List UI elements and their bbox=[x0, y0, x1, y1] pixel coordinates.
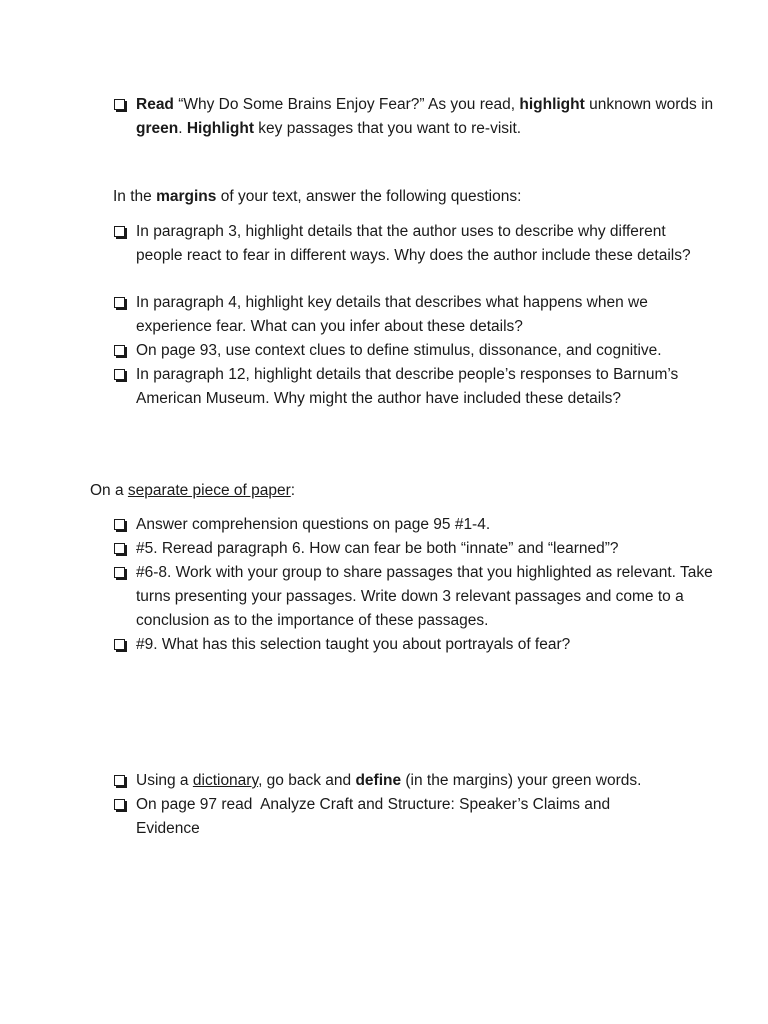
item-text: Using a dictionary, go back and define (in the margins) your green words. bbox=[136, 772, 642, 789]
checkbox-icon[interactable] bbox=[114, 369, 125, 380]
list-item bbox=[113, 633, 716, 657]
item-text: #6-8. Work with your group to share passages that you highlighted as relevant. Take turns presenting your passages. Write down 3 relevant passages and come to a conclusion as to the importance of these passages. bbox=[136, 564, 713, 629]
item-text: Read “Why Do Some Brains Enjoy Fear?” As you read, highlight unknown words in green. Highlight key passages that you want to re-visit. bbox=[136, 96, 714, 137]
list-item bbox=[113, 513, 716, 537]
list-item bbox=[113, 339, 716, 363]
checklist-item-dictionary bbox=[113, 769, 716, 793]
checklist-item-page97 bbox=[113, 793, 636, 841]
checkbox-icon[interactable] bbox=[114, 226, 125, 237]
separate-paper-link: separate piece of paper bbox=[127, 482, 291, 499]
checkbox-icon[interactable] bbox=[114, 345, 125, 356]
item-text: In paragraph 3, highlight details that the author uses to describe why different people react to fear in different ways. Why does the author include these details? bbox=[136, 223, 691, 264]
item-text: On page 97 read Analyze Craft and Structure: Speaker’s Claims and Evidence bbox=[136, 796, 615, 837]
checkbox-icon[interactable] bbox=[114, 775, 125, 786]
separate-paper-instructions: On a separate piece of paper: bbox=[90, 482, 296, 499]
item-text: On page 93, use context clues to define stimulus, dissonance, and cognitive. bbox=[136, 342, 662, 359]
list-item bbox=[113, 363, 716, 411]
list-item bbox=[113, 291, 716, 339]
list-item bbox=[113, 537, 716, 561]
item-text: Answer comprehension questions on page 95 #1-4. bbox=[136, 516, 491, 533]
checklist-item-read bbox=[113, 93, 716, 141]
item-text: In paragraph 4, highlight key details that describes what happens when we experience fear. What can you infer about these details? bbox=[136, 294, 648, 335]
checkbox-icon[interactable] bbox=[114, 297, 125, 308]
item-text: #5. Reread paragraph 6. How can fear be both “innate” and “learned”? bbox=[136, 540, 619, 557]
item-text: #9. What has this selection taught you about portrayals of fear? bbox=[136, 636, 571, 653]
item-text: In paragraph 12, highlight details that describe people’s responses to Barnum’s American Museum. Why might the author have included these details? bbox=[136, 366, 679, 407]
checkbox-icon[interactable] bbox=[114, 99, 125, 110]
checkbox-icon[interactable] bbox=[114, 639, 125, 650]
checkbox-icon[interactable] bbox=[114, 543, 125, 554]
checkbox-icon[interactable] bbox=[114, 567, 125, 578]
margins-instructions: In the margins of your text, answer the following questions: bbox=[113, 188, 522, 205]
list-item bbox=[113, 220, 716, 268]
checkbox-icon[interactable] bbox=[114, 799, 125, 810]
checkbox-icon[interactable] bbox=[114, 519, 125, 530]
list-item bbox=[113, 561, 716, 633]
